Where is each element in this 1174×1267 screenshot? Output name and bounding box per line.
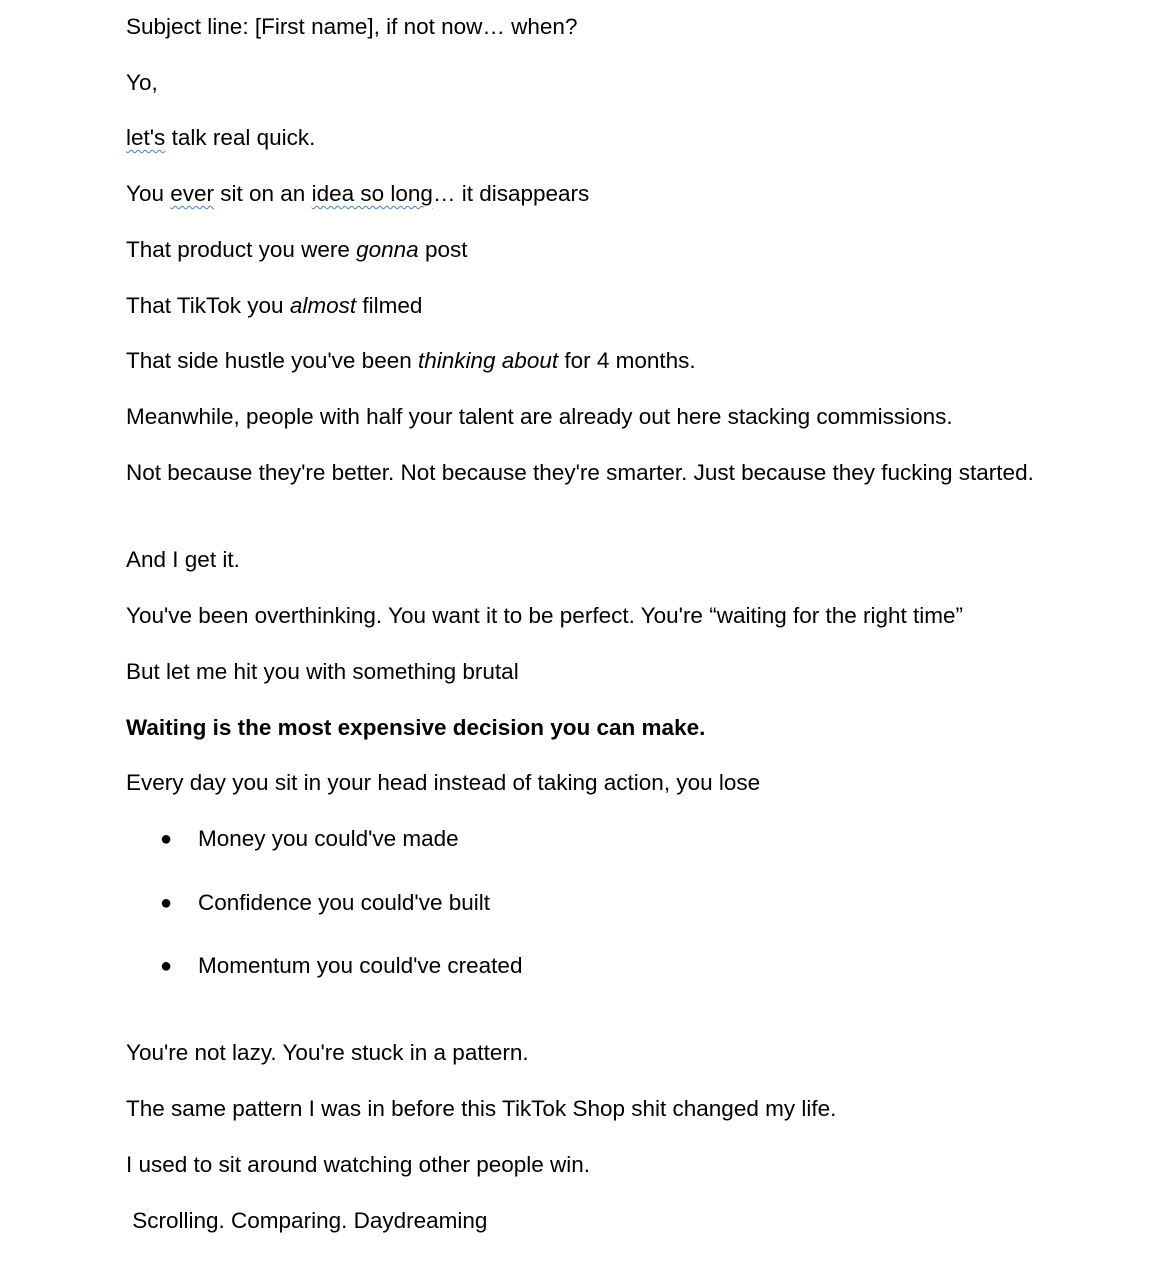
paragraph-idea bbox=[126, 178, 1046, 210]
list-item-text: Momentum you could've created bbox=[198, 953, 523, 978]
paragraph-every-day: Every day you sit in your head instead of taking action, you lose bbox=[126, 770, 761, 795]
paragraph-bold-statement: Waiting is the most expensive decision you can make. bbox=[126, 715, 706, 740]
paragraph-overthinking: You've been overthinking. You want it to be perfect. You're “waiting for the right time” bbox=[126, 603, 964, 628]
paragraph-side-hustle bbox=[126, 345, 1046, 377]
text-run: sit on an bbox=[214, 181, 312, 206]
paragraph-same-pattern: The same pattern I was in before this TikTok Shop shit changed my life. bbox=[126, 1096, 837, 1121]
text-run: That TikTok you bbox=[126, 293, 290, 318]
paragraph-get-it: And I get it. bbox=[126, 547, 240, 572]
paragraph-not-lazy: You're not lazy. You're stuck in a pattern. bbox=[126, 1040, 529, 1065]
text-run: That product you were bbox=[126, 237, 357, 262]
greeting: Yo, bbox=[126, 70, 158, 95]
bullet-icon: ● bbox=[160, 955, 173, 977]
italic-text: thinking about bbox=[417, 348, 559, 373]
paragraph-brutal: But let me hit you with something brutal bbox=[126, 659, 519, 684]
subject-line: Subject line: [First name], if not now… when? bbox=[126, 14, 578, 39]
spellcheck-word[interactable]: ever bbox=[170, 181, 215, 206]
text-run: filmed bbox=[356, 293, 423, 318]
paragraph-scrolling: Scrolling. Comparing. Daydreaming bbox=[126, 1208, 488, 1233]
spellcheck-phrase[interactable]: idea so long bbox=[311, 181, 433, 206]
text-run: post bbox=[418, 237, 468, 262]
paragraph-meanwhile: Meanwhile, people with half your talent are already out here stacking commissions. bbox=[126, 404, 953, 429]
bullet-icon: ● bbox=[160, 892, 173, 914]
paragraph-product bbox=[126, 234, 1046, 266]
italic-text: gonna bbox=[356, 237, 419, 262]
text-run: You bbox=[126, 181, 171, 206]
spellcheck-word[interactable]: let's bbox=[126, 125, 166, 150]
bullet-icon: ● bbox=[160, 828, 173, 850]
text-run: … it disappears bbox=[432, 181, 590, 206]
list-item-text: Money you could've made bbox=[198, 826, 459, 851]
list-item-text: Confidence you could've built bbox=[198, 890, 490, 915]
paragraph-tiktok bbox=[126, 290, 1046, 322]
paragraph-talk bbox=[126, 122, 1046, 154]
italic-text: almost bbox=[289, 293, 357, 318]
text-run: for 4 months. bbox=[558, 348, 696, 373]
paragraph-used-to: I used to sit around watching other people win. bbox=[126, 1152, 591, 1177]
paragraph-text: talk real quick. bbox=[165, 125, 316, 150]
paragraph-not-because: Not because they're better. Not because they're smarter. Just because they fucking started. bbox=[126, 460, 1034, 485]
text-run: That side hustle you've been bbox=[126, 348, 418, 373]
